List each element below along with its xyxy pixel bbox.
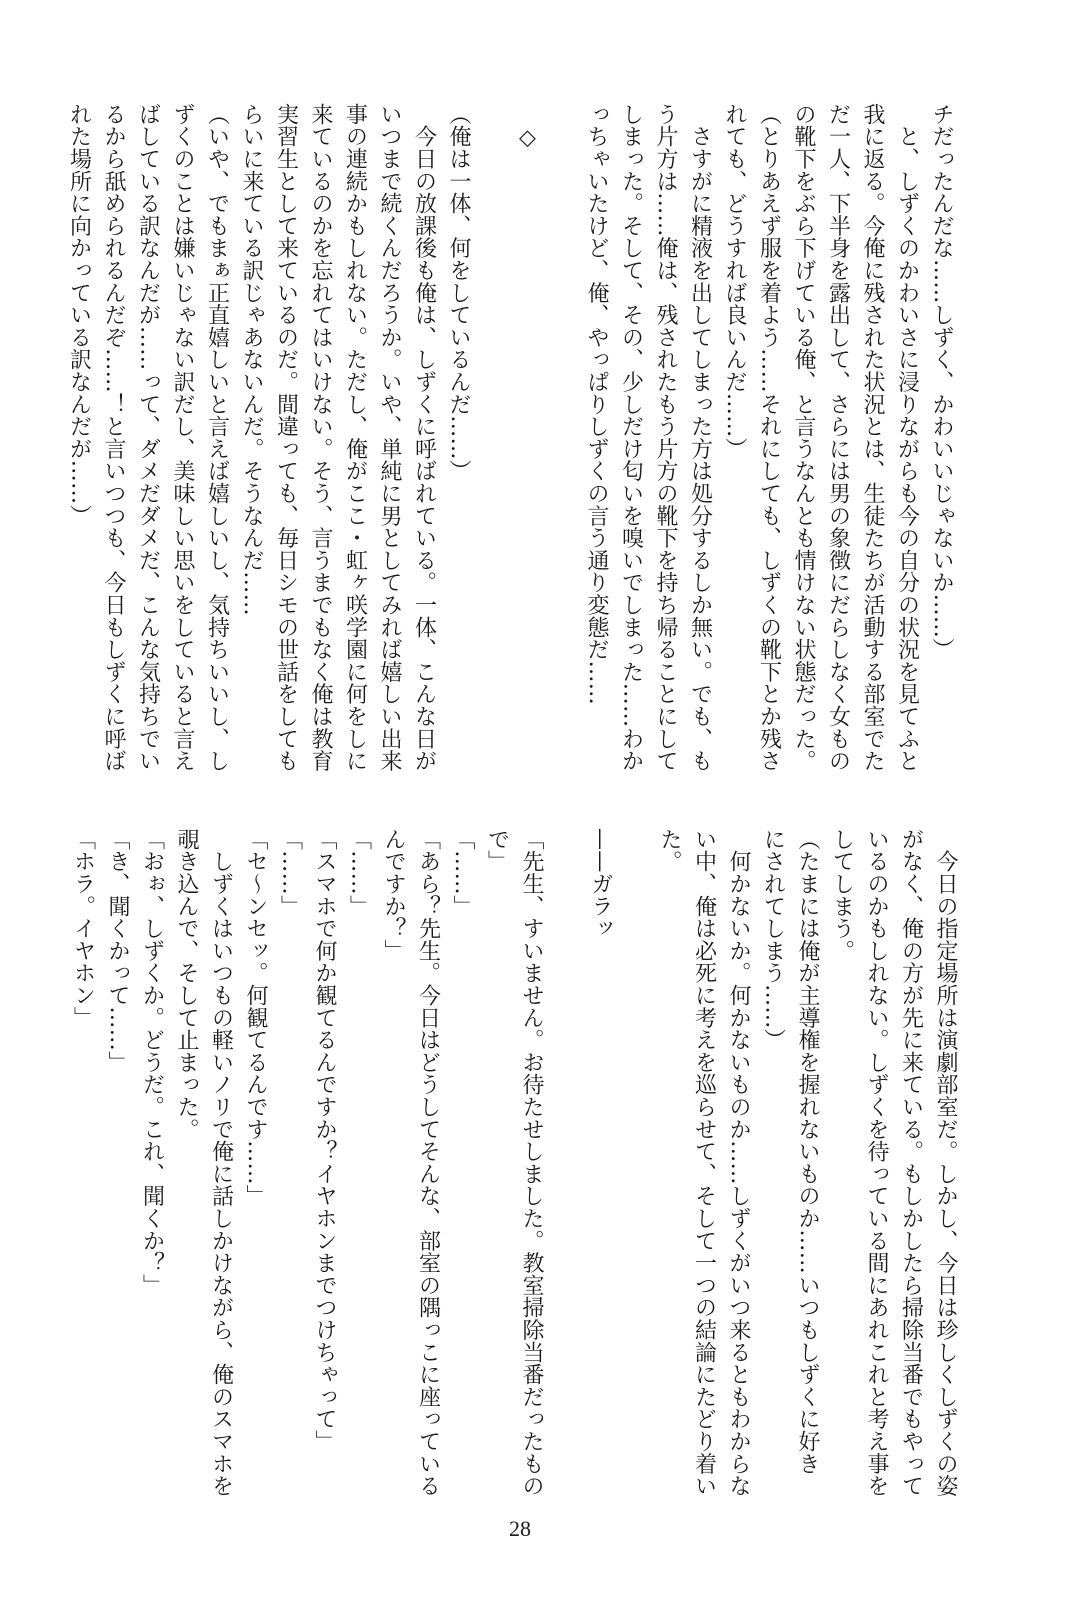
text-line: た。 <box>657 828 682 873</box>
text-line: う片方は……俺は、残されたもう片方の靴下を持ち帰ることにして <box>653 103 678 772</box>
text-line: 「ホラ。イヤホン」 <box>70 828 96 1029</box>
text-line: 「セ～ンセッ。何観てるんです……」 <box>243 828 268 1208</box>
text-line: （俺は一体、何をしているんだ……） <box>446 103 471 483</box>
page-number: 28 <box>509 1516 531 1541</box>
text-line: 「……」 <box>346 828 372 918</box>
text-line: 「スマホで何か観てるんですか？イヤホンまでつけちゃって」 <box>312 828 337 1453</box>
blank-line <box>544 103 579 793</box>
text-line: ずくのことは嫌いじゃない訳だし、美味しい思いをしていると言え <box>170 103 195 772</box>
text-line: 今日の放課後も俺は、しずくに呼ばれている。一体、こんな日が <box>411 103 437 772</box>
text-line: さすがに精液を出してしまった方は処分するしか無い。でも、も <box>687 103 713 772</box>
text-line: 覗き込んで、そして止まった。 <box>174 828 199 1141</box>
blank-line <box>475 103 510 793</box>
text-line: ——ガラッ <box>588 828 613 940</box>
upper-text-block <box>61 103 958 793</box>
text-line: ばしている訳なんだが……って、ダメだダメだ、こんな気持ちでい <box>135 103 161 772</box>
text-line: いるのかもしれない。しずくを待っている間にあれこれと考え事を <box>864 828 889 1497</box>
blank-line <box>548 828 583 1518</box>
text-line: （いや、でもまぁ正直嬉しいと言えば嬉しいし、気持ちいいし、し <box>204 103 230 772</box>
text-line: しまった。そして、その、少しだけ匂いを嗅いでしまった……わか <box>618 103 644 772</box>
text-line: だ一人、下半身を露出して、さらには男の象徴にだらしなく女もの <box>825 103 851 772</box>
text-line: 実習生として来ているのだ。間違っても、毎日シモの世話をしても <box>273 103 299 772</box>
text-line: 我に返る。今俺に残された状況とは、生徒たちが活動する部室でた <box>860 103 885 772</box>
text-line: るから舐められるんだぞ……！と言いつつも、今日もしずくに呼ば <box>101 103 126 772</box>
text-line: 「あら？先生。今日はどうしてそんな、部室の隅っこに座っている <box>415 828 441 1497</box>
text-line: 今日の指定場所は演劇部室だ。しかし、今日は珍しくしずくの姿 <box>933 828 958 1497</box>
text-line: らいに来ている訳じゃあないんだ。そうなんだ…… <box>239 103 264 616</box>
text-line: してしまう。 <box>829 828 855 962</box>
text-line: 「……」 <box>450 828 475 918</box>
text-line: いつまで続くんだろうか。いや、単純に男としてみれば嬉しい出来 <box>377 103 402 772</box>
text-line: んですか？」 <box>381 828 406 962</box>
text-line: れても、どうすれば良いんだ……） <box>722 103 747 460</box>
section-break-diamond: ◇ <box>515 103 540 151</box>
text-line: にされてしまう……） <box>760 828 786 1051</box>
text-line: 来ているのかを忘れてはいけない。そう、言うまでもなく俺は教育 <box>308 103 333 772</box>
text-line: 事の連続かもしれない。ただし、俺がここ・虹ヶ咲学園に何をしに <box>342 103 368 772</box>
lower-text-block <box>65 828 962 1518</box>
text-line: っちゃいたけど、俺、やっぱりしずくの言う通り変態だ…… <box>584 103 609 706</box>
text-line: 「先生、すいません。お待たせしました。教室掃除当番だったもの <box>519 828 544 1497</box>
text-line: 「……」 <box>277 828 303 918</box>
text-line: と、しずくのかわいさに浸りながらも今の自分の状況を見てふと <box>894 103 920 772</box>
text-line: い中、俺は必死に考えを巡らせて、そして一つの結論にたどり着い <box>691 828 717 1497</box>
text-line: （とりあえず服を着よう……それにしても、しずくの靴下とか残さ <box>756 103 782 772</box>
text-line: （たまには俺が主導権を握れないものか……いつもしずくに好き <box>795 828 820 1475</box>
text-line: 「き、聞くかって……」 <box>105 828 130 1074</box>
text-line: 「おぉ、しずくか。どうだ。これ、聞くか？」 <box>139 828 165 1297</box>
text-line: で」 <box>484 828 510 873</box>
text-line: がなく、俺の方が先に来ている。もしかしたら掃除当番でもやって <box>898 828 924 1497</box>
blank-line <box>617 828 652 1518</box>
text-line: れた場所に向かっている訳なんだが……） <box>66 103 92 527</box>
text-line: しずくはいつもの軽いノリで俺に話しかけながら、俺のスマホを <box>208 828 234 1497</box>
text-line: 何かないか。何かないものか……しずくがいつ来るともわからな <box>726 828 751 1497</box>
text-line: チだったんだな……しずく、かわいいじゃないか……） <box>929 103 954 661</box>
text-line: の靴下をぶら下げている俺、と言うなんとも情けない状態だった。 <box>791 103 816 772</box>
